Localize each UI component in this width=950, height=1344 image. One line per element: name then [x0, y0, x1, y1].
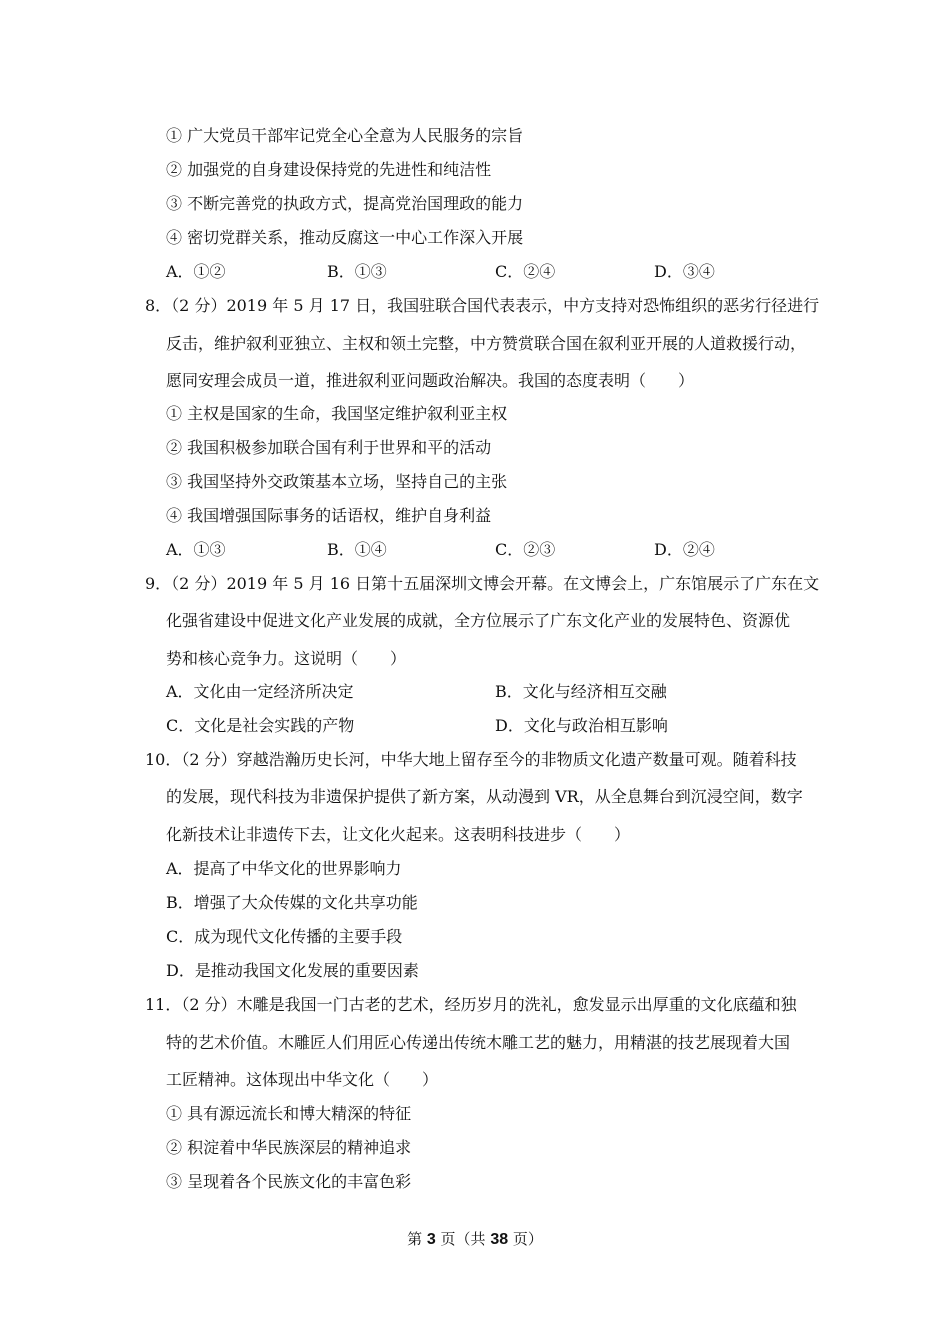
- option-b: B．文化与经济相互交融: [495, 682, 667, 701]
- option-c: C．成为现代文化传播的主要手段: [166, 927, 403, 946]
- question-stem-line: 反击，维护叙利亚独立、主权和领土完整，中方赞赏联合国在叙利亚开展的人道救援行动，: [166, 334, 807, 353]
- statement-item: ④ 密切党群关系，推动反腐这一中心工作深入开展: [166, 228, 524, 247]
- question-stem-line: 11．（2 分）木雕是我国一门古老的艺术，经历岁月的洗礼，愈发显示出厚重的文化底蕴和独: [145, 995, 797, 1014]
- option-d: D．文化与政治相互影响: [495, 716, 668, 735]
- page-number: 3: [426, 1231, 436, 1248]
- footer-middle: 页（共: [440, 1230, 486, 1248]
- option-c: C．②④: [495, 262, 556, 281]
- statement-item: ① 主权是国家的生命，我国坚定维护叙利亚主权: [166, 404, 508, 423]
- option-b: B．①③: [327, 262, 387, 281]
- question-stem-line: 8．（2 分）2019 年 5 月 17 日，我国驻联合国代表表示，中方支持对恐怖组织的恶劣行径进行: [145, 296, 820, 315]
- total-pages: 38: [490, 1231, 509, 1248]
- question-stem-line: 特的艺术价值。木雕匠人们用匠心传递出传统木雕工艺的魅力，用精湛的技艺展现着大国: [166, 1033, 791, 1052]
- statement-item: ① 具有源远流长和博大精深的特征: [166, 1104, 412, 1123]
- statement-item: ③ 不断完善党的执政方式，提高党治国理政的能力: [166, 194, 524, 213]
- statement-item: ③ 我国坚持外交政策基本立场，坚持自己的主张: [166, 472, 508, 491]
- option-a: A．文化由一定经济所决定: [166, 682, 354, 701]
- page-footer: [0, 1228, 950, 1251]
- option-c: C．文化是社会实践的产物: [166, 716, 355, 735]
- option-a: A．①②: [166, 262, 226, 281]
- option-a: A．提高了中华文化的世界影响力: [166, 859, 402, 878]
- option-b: B．增强了大众传媒的文化共享功能: [166, 893, 418, 912]
- option-b: B．①④: [327, 540, 387, 559]
- statement-item: ④ 我国增强国际事务的话语权，维护自身利益: [166, 506, 492, 525]
- statement-item: ② 加强党的自身建设保持党的先进性和纯洁性: [166, 160, 492, 179]
- question-stem-line: 10．（2 分）穿越浩瀚历史长河，中华大地上留存至今的非物质文化遗产数量可观。随着科技: [145, 750, 797, 769]
- statement-item: ③ 呈现着各个民族文化的丰富色彩: [166, 1172, 412, 1191]
- option-d: D．②④: [654, 540, 715, 559]
- option-d: D．是推动我国文化发展的重要因素: [166, 961, 419, 980]
- option-d: D．③④: [654, 262, 715, 281]
- option-c: C．②③: [495, 540, 556, 559]
- question-stem-line: 9．（2 分）2019 年 5 月 16 日第十五届深圳文博会开幕。在文博会上，广东馆展示了广东在文: [145, 574, 820, 593]
- question-stem-line: 愿同安理会成员一道，推进叙利亚问题政治解决。我国的态度表明（ ）: [166, 371, 695, 390]
- statement-item: ① 广大党员干部牢记党全心全意为人民服务的宗旨: [166, 126, 524, 145]
- statement-item: ② 积淀着中华民族深层的精神追求: [166, 1138, 412, 1157]
- option-a: A．①③: [166, 540, 226, 559]
- footer-suffix: 页）: [512, 1230, 543, 1248]
- question-stem-line: 化强省建设中促进文化产业发展的成就，全方位展示了广东文化产业的发展特色、资源优: [166, 611, 791, 630]
- statement-item: ② 我国积极参加联合国有利于世界和平的活动: [166, 438, 492, 457]
- question-stem-line: 的发展，现代科技为非遗保护提供了新方案，从动漫到 VR，从全息舞台到沉浸空间，数字: [166, 787, 803, 806]
- question-stem-line: 化新技术让非遗传下去，让文化火起来。这表明科技进步（ ）: [166, 825, 631, 844]
- question-stem-line: 工匠精神。这体现出中华文化（ ）: [166, 1070, 439, 1089]
- footer-prefix: 第: [407, 1230, 423, 1248]
- question-stem-line: 势和核心竞争力。这说明（ ）: [166, 649, 407, 668]
